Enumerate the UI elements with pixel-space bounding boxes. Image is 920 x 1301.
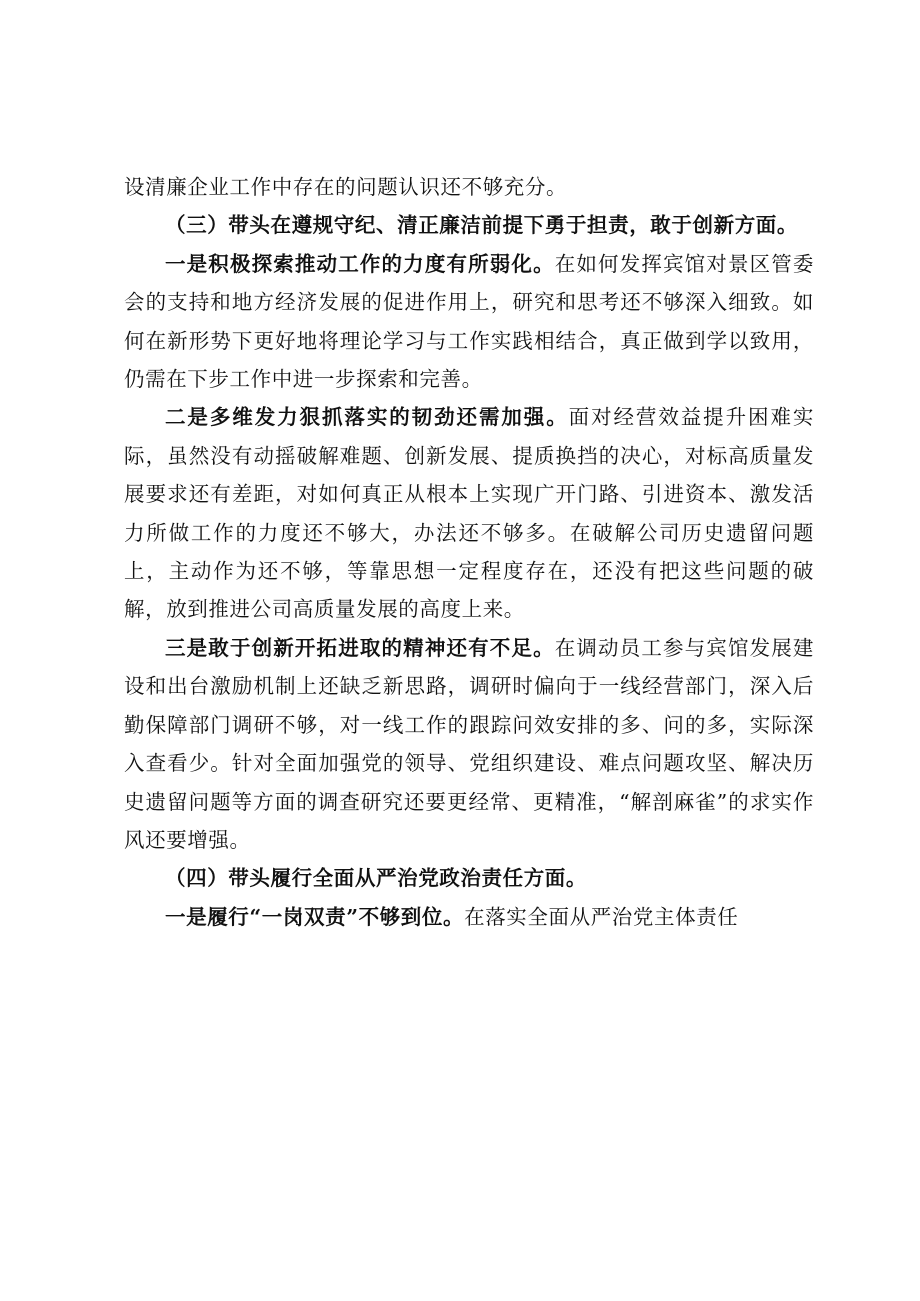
paragraph-lead: 三是敢于创新开拓进取的精神还有不足。 xyxy=(165,635,555,660)
heading-text: （四）带头履行全面从严治党政治责任方面。 xyxy=(165,866,587,891)
paragraph-body: 在落实全面从严治党主体责任 xyxy=(464,904,739,929)
paragraph-lead: 一是积极探索推动工作的力度有所弱化。 xyxy=(165,251,555,276)
paragraph-lead: 一是履行“一岗双责”不够到位。 xyxy=(165,904,465,929)
paragraph-point-one xyxy=(124,245,814,399)
paragraph-point-four-one xyxy=(124,898,814,936)
paragraph-body: 面对经营效益提升困难实际，虽然没有动摇破解难题、创新发展、提质换挡的决心，对标高质量发展要求还有差距，对如何真正从根本上实现广开门路、引进资本、激发活力所做工作的力度还不够大，办法还不够多。在破解公司历史遗留问题上，主动作为还不够，等靠思想一定程度存在，还没有把这些问题的破解，放到推进公司高质量发展的高度上来。 xyxy=(124,405,814,622)
paragraph-continuation xyxy=(124,168,814,206)
paragraph-point-two xyxy=(124,398,814,628)
paragraph-body: 在调动员工参与宾馆发展建设和出台激励机制上还缺乏新思路，调研时偏向于一线经营部门，深入后勤保障部门调研不够，对一线工作的跟踪问效安排的多、问的多，实际深入查看少。针对全面加强党的领导、党组织建设、难点问题攻坚、解决历史遗留问题等方面的调查研究还要更经常、更精准，“解剖麻雀”的求实作风还要增强。 xyxy=(124,635,814,852)
paragraph-lead: 二是多维发力狠抓落实的韧劲还需加强。 xyxy=(165,405,569,430)
section-heading-four xyxy=(124,859,814,897)
paragraph-point-three xyxy=(124,629,814,859)
paragraph-text: 设清廉企业工作中存在的问题认识还不够充分。 xyxy=(124,175,568,199)
heading-text: （三）带头在遵规守纪、清正廉洁前提下勇于担责，敢于创新方面。 xyxy=(165,213,798,238)
section-heading-three xyxy=(124,206,814,244)
paragraph-body: 在如何发挥宾馆对景区管委会的支持和地方经济发展的促进作用上，研究和思考还不够深入细致。如何在新形势下更好地将理论学习与工作实践相结合，真正做到学以致用，仍需在下步工作中进一步探索和完善。 xyxy=(124,251,814,392)
document-body xyxy=(124,168,814,936)
